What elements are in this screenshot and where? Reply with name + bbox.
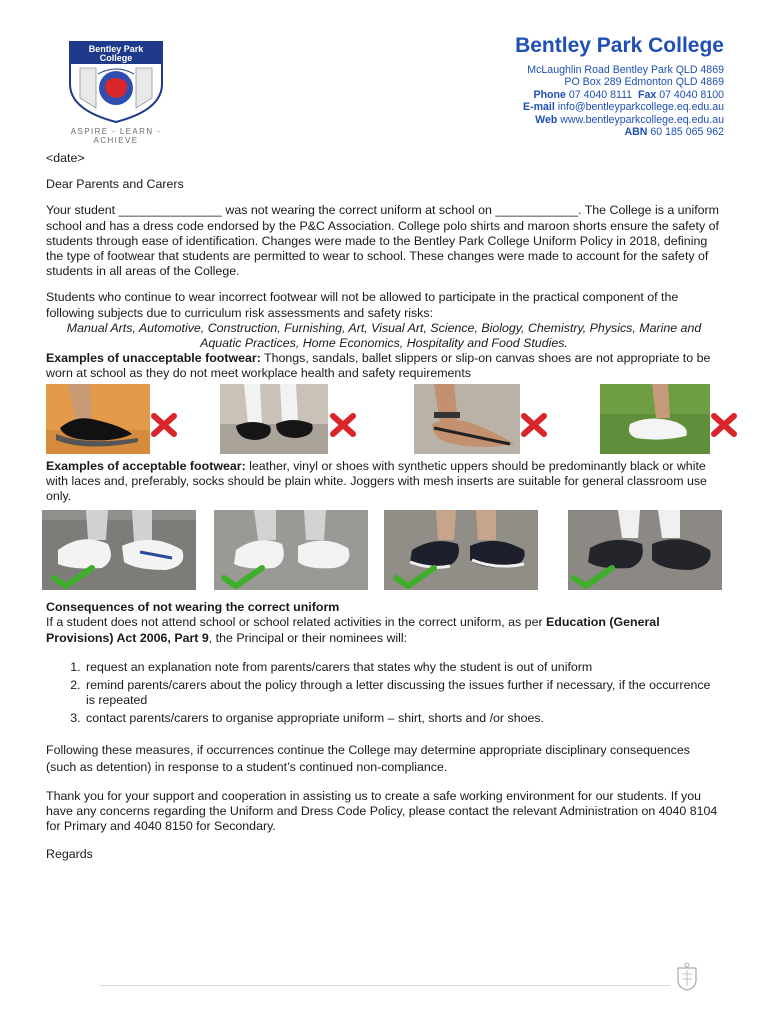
phone-fax-line [515,89,724,101]
web-line [515,114,724,126]
unacceptable-description: Thongs, sandals, ballet slippers or slip-on canvas shoes are not appropriate to be worn at school as they do not meet workplace health and safety requirements [46,351,711,381]
consequences-intro [46,615,722,645]
photo-slip-on-canvas [600,384,710,454]
acceptable-photo-row [44,510,730,590]
logo-name-line1: Bentley Park [88,44,144,54]
consequence-steps-list [46,660,722,727]
consequences-heading-text: Consequences of not wearing the correct uniform [46,600,340,615]
consequences-pre: If a student does not attend school or school related activities in the correct uniform, as per [46,615,547,630]
unacceptable-label: Examples of unacceptable footwear: [46,351,261,366]
fax-number: 07 4040 8100 [659,88,724,101]
acceptable-footwear-text [46,459,722,505]
address-line-1: McLaughlin Road Bentley Park QLD 4869 [527,64,724,76]
closing: Regards [46,847,93,862]
phone-label: Phone [533,88,566,101]
queensland-crest-icon [674,962,700,992]
red-cross-icon [150,412,178,438]
web-label: Web [535,113,558,126]
red-cross-icon [520,412,548,438]
web-link[interactable]: www.bentleyparkcollege.eq.edu.au [560,113,724,126]
list-item: 2. remind parents/carers about the policy through a letter discussing the issues further if necessary, if the occurrence is repeated [84,678,722,708]
letter-date: <date> [46,151,85,165]
fax-label: Fax [637,88,657,101]
email-line [515,101,724,113]
red-cross-icon [329,412,357,438]
email-label: E-mail [523,101,555,114]
photo-thong [46,384,150,454]
paragraph-participation: Students who continue to wear incorrect footwear will not be allowed to participate in the practical component of the following subjects due to curriculum risk assessments and safety risks: [46,290,679,320]
letter-body [46,151,722,862]
college-crest-icon [58,38,174,124]
photo-ballet-slippers [220,384,328,454]
consequences-act: Education (General Provisions) Act 2006, Part 9 [46,615,660,645]
paragraph-measures: Following these measures, if occurrences continue the College may determine appropriate disciplinary consequences (such as detention) in response to a student’s continued non-compliance. [46,742,690,774]
abn-line [515,126,724,138]
address-line-2: PO Box 289 Edmonton QLD 4869 [564,76,724,89]
email-link[interactable]: info@bentleyparkcollege.eq.edu.au [557,101,724,114]
consequences-heading [46,600,722,615]
paragraph-uniform-policy: Your student _______________ was not wearing the correct uniform at school on ____________. The College is a uniform school and has a dress code endorsed by the P&C Association. College polo shirts and maroon shorts ensure the safety of students through ease of identification. Changes were made to the Bentley Park College Uniform Policy in 2018, defining the type of footwear that students are permitted to wear to school. These changes were made to account for the safety of students in all areas of the College. [46,203,719,279]
green-tick-icon [392,564,438,590]
college-logo [58,38,174,145]
consequences-post: , the Principal or their nominees will: [208,630,408,645]
college-name: Bentley Park College [515,34,724,57]
acceptable-label: Examples of acceptable footwear: [46,458,246,473]
salutation: Dear Parents and Carers [46,177,184,192]
unacceptable-footwear-text [46,351,722,381]
green-tick-icon [220,564,266,590]
abn-label: ABN [624,126,648,139]
photo-sandal [414,384,520,454]
logo-name-line2: College [99,53,133,63]
logo-motto: ASPIRE - LEARN - ACHIEVE [70,127,162,145]
green-tick-icon [50,564,96,590]
abn-number: 60 185 065 962 [650,126,724,139]
list-item: 3. contact parents/carers to organise appropriate uniform – shirt, shorts and /or shoes. [84,711,722,726]
footer-divider [100,985,670,986]
red-cross-icon [710,412,738,438]
unacceptable-photo-row [44,384,730,454]
letterhead [515,34,724,138]
paragraph-thanks: Thank you for your support and cooperation in assisting us to create a safe working environment for our students. If you have any concerns regarding the Uniform and Dress Code Policy, please contact the relevant Administration on 4040 8104 for Primary and 4040 8150 for Secondary. [46,788,718,834]
acceptable-description: leather, vinyl or shoes with synthetic uppers should be predominantly black or white with laces and, preferably, socks should be plain white. Joggers with mesh inserts are suitable for general classroom use only. [46,458,707,504]
subjects-list: Manual Arts, Automotive, Construction, Furnishing, Art, Visual Art, Science, Biology, Chemistry, Physics, Marine and Aquatic Practices, Home Economics, Hospitality and Food Studies. [66,320,702,351]
list-item: 1. request an explanation note from parents/carers that states why the student is out of uniform [84,660,722,675]
green-tick-icon [570,564,616,590]
phone-number: 07 4040 8111 [568,88,633,101]
